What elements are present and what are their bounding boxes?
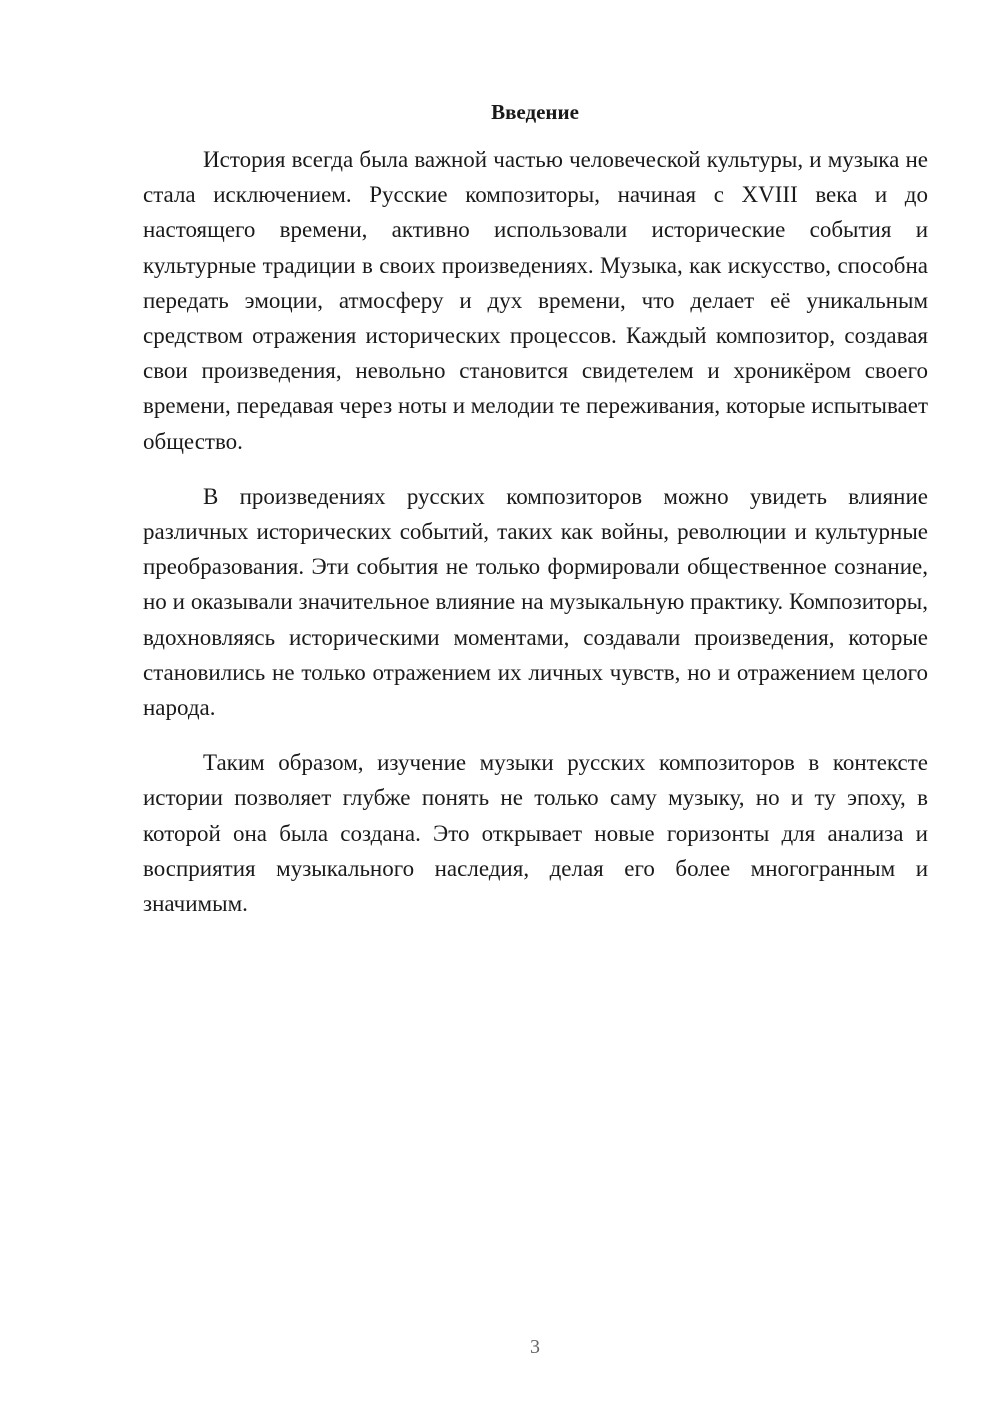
body-text (143, 142, 928, 941)
paragraph-3: Таким образом, изучение музыки русских композиторов в контексте истории позволяет глубже понять не только саму музыку, но и ту эпоху, в которой она была создана. Это открывает новые горизонты для анализа и восприятия музыкального наследия, делая его более многогранным и значимым. (143, 750, 928, 917)
paragraph-2: В произведениях русских композиторов можно увидеть влияние различных исторических событий, таких как войны, революции и культурные преобразования. Эти события не только формировали общественное сознание, но и оказывали значительное влияние на музыкальную практику. Композиторы, вдохновляясь историческими моментами, создавали произведения, которые становились не только отражением их личных чувств, но и отражением целого народа. (143, 483, 928, 721)
page-number: 3 (530, 1336, 540, 1358)
section-heading: Введение (491, 100, 579, 124)
paragraph-1: История всегда была важной частью человеческой культуры, и музыка не стала исключением. Русские композиторы, начиная с XVIII века и до настоящего времени, активно использовали исторические события и культурные традиции в своих произведениях. Музыка, как искусство, способна передать эмоции, атмосферу и дух времени, что делает её уникальным средством отражения исторических процессов. Каждый композитор, создавая свои произведения, невольно становится свидетелем и хроникёром своего времени, передавая через ноты и мелодии те переживания, которые испытывает общество. (143, 147, 929, 454)
